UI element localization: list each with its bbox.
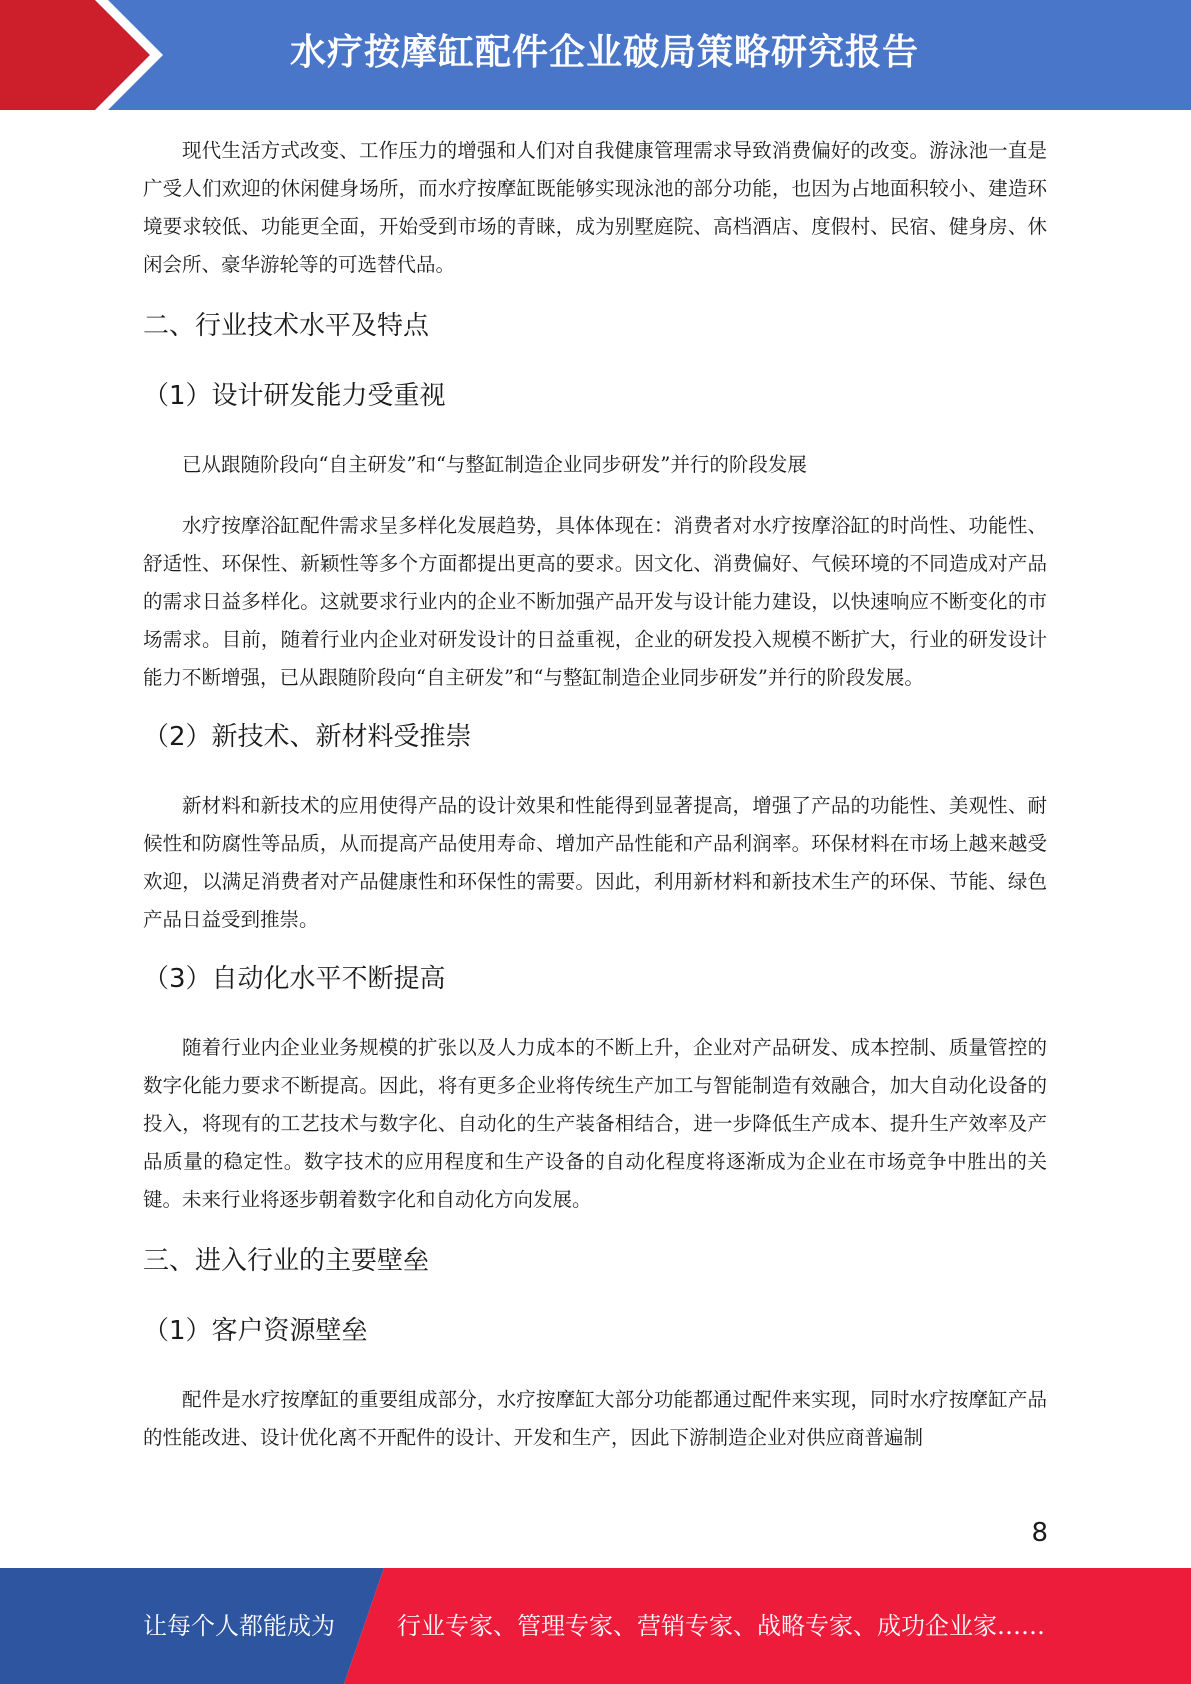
paragraph: 现代生活方式改变、工作压力的增强和人们对自我健康管理需求导致消费偏好的改变。游泳池一直是广受人们欢迎的休闲健身场所，而水疗按摩缸既能够实现泳池的部分功能，也因为占地面积较小、建造环境要求较低、功能更全面，开始受到市场的青睐，成为别墅庭院、高档酒店、度假村、民宿、健身房、休闲会所、豪华游轮等的可选替代品。 [143,139,1047,276]
section-heading: 二、行业技术水平及特点 [143,311,430,341]
report-title: 水疗按摩缸配件企业破局策略研究报告 [290,32,920,73]
subsection-heading: （1）设计研发能力受重视 [143,381,446,411]
paragraph: 水疗按摩浴缸配件需求呈多样化发展趋势，具体体现在：消费者对水疗按摩浴缸的时尚性、功能性、舒适性、环保性、新颖性等多个方面都提出更高的要求。因文化、消费偏好、气候环境的不同造成对产品的需求日益多样化。这就要求行业内的企业不断加强产品开发与设计能力建设，以快速响应不断变化的市场需求。目前，随着行业内企业对研发设计的日益重视，企业的研发投入规模不断扩大，行业的研发设计能力不断增强，已从跟随阶段向“自主研发”和“与整缸制造企业同步研发”并行的阶段发展。 [143,514,1047,689]
subsection-heading: （1）客户资源壁垒 [143,1316,368,1346]
subsection-heading: （2）新技术、新材料受推崇 [143,722,472,752]
document-body [143,132,1047,1457]
subsection-heading: （3）自动化水平不断提高 [143,964,446,994]
paragraph: 已从跟随阶段向“自主研发”和“与整缸制造企业同步研发”并行的阶段发展 [182,453,807,476]
footer-slogan-right: 行业专家、管理专家、营销专家、战略专家、成功企业家…… [397,1612,1045,1640]
footer-slogan-left: 让每个人都能成为 [143,1612,335,1640]
page-header [0,0,1191,110]
section-heading: 三、进入行业的主要壁垒 [143,1246,430,1276]
paragraph: 配件是水疗按摩缸的重要组成部分，水疗按摩缸大部分功能都通过配件来实现，同时水疗按摩缸产品的性能改进、设计优化离不开配件的设计、开发和生产，因此下游制造企业对供应商普遍制 [143,1388,1047,1449]
paragraph: 新材料和新技术的应用使得产品的设计效果和性能得到显著提高，增强了产品的功能性、美观性、耐候性和防腐性等品质，从而提高产品使用寿命、增加产品性能和产品利润率。环保材料在市场上越来越受欢迎，以满足消费者对产品健康性和环保性的需要。因此，利用新材料和新技术生产的环保、节能、绿色产品日益受到推崇。 [143,794,1047,931]
page-number: 8 [1031,1518,1048,1548]
paragraph: 随着行业内企业业务规模的扩张以及人力成本的不断上升，企业对产品研发、成本控制、质量管控的数字化能力要求不断提高。因此，将有更多企业将传统生产加工与智能制造有效融合，加大自动化设备的投入，将现有的工艺技术与数字化、自动化的生产装备相结合，进一步降低生产成本、提升生产效率及产品质量的稳定性。数字技术的应用程度和生产设备的自动化程度将逐渐成为企业在市场竞争中胜出的关键。未来行业将逐步朝着数字化和自动化方向发展。 [143,1036,1047,1211]
page-footer [0,1568,1191,1684]
